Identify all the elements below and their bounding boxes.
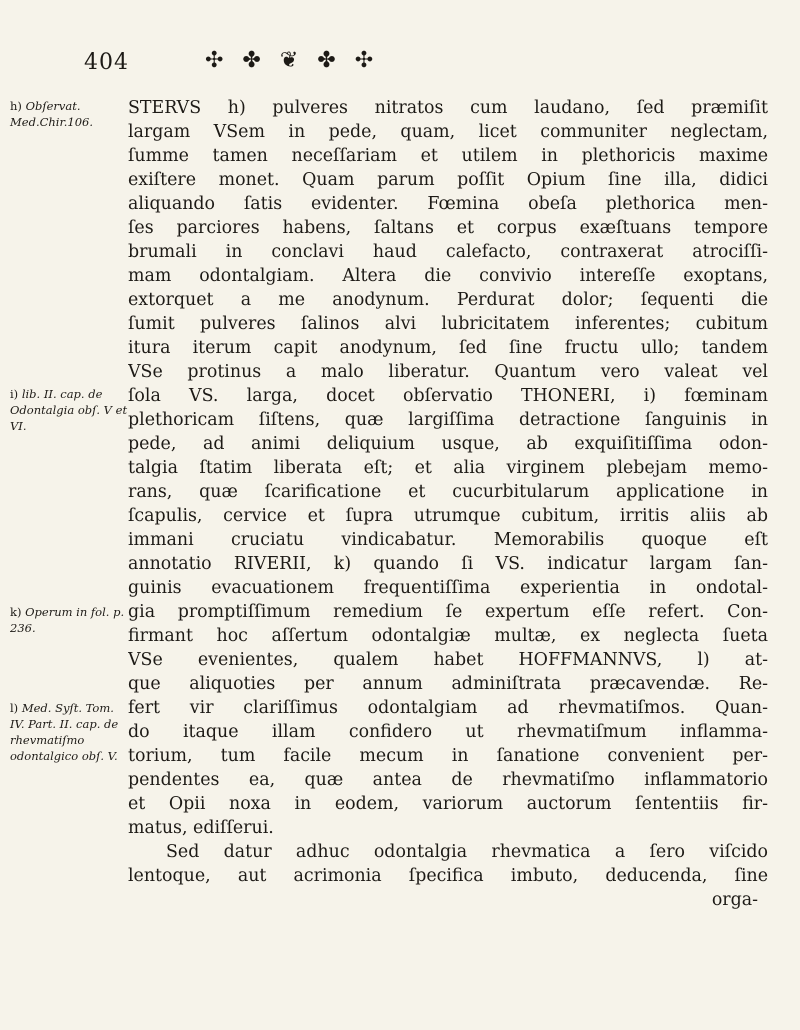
text-line: rans, quæ ſcarificatione et cucurbitularum applicatione in: [128, 482, 768, 502]
text-line: ſcapulis, cervice et ſupra utrumque cubitum, irritis aliis ab: [128, 506, 768, 526]
text-line: torium, tum facile mecum in ſanatione convenient per-: [128, 746, 768, 766]
text-line: Sed datur adhuc odontalgia rhevmatica a ſero viſcido: [166, 842, 768, 862]
margin-note-i: [10, 386, 128, 434]
text-line: brumali in conclavi haud calefacto, contraxerat atrociſſi-: [128, 242, 768, 262]
margin-note-label: i): [10, 387, 19, 401]
text-line: pede, ad animi deliquium usque, ab exquiſitiſſima odon-: [128, 434, 768, 454]
text-line: aliquando ſatis evidenter. Fœmina obeſa plethorica men-: [128, 194, 768, 214]
margin-note-h: [10, 98, 128, 130]
text-line: pendentes ea, quæ antea de rhevmatiſmo inflammatorio: [128, 770, 768, 790]
margin-note-label: k): [10, 605, 22, 619]
text-line: do itaque illam confidero ut rhevmatiſmum inflamma-: [128, 722, 768, 742]
header-ornament: ✣ ✤ ❦ ✤ ✣: [205, 48, 380, 73]
text-line: ſumit pulveres ſalinos alvi lubricitatem inferentes; cubitum: [128, 314, 768, 334]
text-line: fert vir clariſſimus odontalgiam ad rhevmatiſmos. Quan-: [128, 698, 768, 718]
text-line: lentoque, aut acrimonia ſpecifica imbuto, deducenda, ſine: [128, 866, 768, 886]
text-line: et Opii noxa in eodem, variorum auctorum ſententiis fir-: [128, 794, 768, 814]
margin-note-label: h): [10, 99, 22, 113]
text-line: VSe evenientes, qualem habet HOFFMANNVS, l) at-: [128, 650, 768, 670]
main-text-block: [128, 96, 768, 912]
text-line: exiſtere monet. Quam parum poſſit Opium ſine illa, didici: [128, 170, 768, 190]
text-line: guinis evacuationem frequentiſſima experientia in ondotal-: [128, 578, 768, 598]
margin-note-label: l): [10, 701, 19, 715]
text-line: firmant hoc aſſertum odontalgiæ multæ, ex neglecta ſueta: [128, 626, 768, 646]
text-line: VSe protinus a malo liberatur. Quantum vero valeat vel: [128, 362, 768, 382]
margin-note-text: Med. Syſt. Tom. IV. Part. II. cap. de rhevmatiſmo odontalgico obſ. V.: [10, 701, 119, 763]
text-line: annotatio RIVERII, k) quando ſi VS. indicatur largam ſan-: [128, 554, 768, 574]
text-line: ſes parciores habens, ſaltans et corpus exæſtuans tempore: [128, 218, 768, 238]
text-line: matus, ediſſerui.: [128, 818, 274, 838]
running-header: [0, 48, 800, 88]
text-line: ſumme tamen neceſſariam et utilem in plethoricis maxime: [128, 146, 768, 166]
text-line: STERVS h) pulveres nitratos cum laudano, ſed præmiſit: [128, 98, 768, 118]
text-line: talgia ſtatim liberata eſt; et alia virginem plebejam memo-: [128, 458, 768, 478]
catchword: orga-: [711, 890, 758, 910]
margin-note-k: [10, 604, 128, 636]
margin-note-text: lib. II. cap. de Odontalgia obſ. V et VI.: [10, 387, 128, 433]
text-line: itura iterum capit anodynum, ſed ſine fructu ullo; tandem: [128, 338, 768, 358]
text-line: ſola VS. larga, docet obſervatio THONERI, i) fœminam: [128, 386, 768, 406]
text-line: largam VSem in pede, quam, licet communiter neglectam,: [128, 122, 768, 142]
text-line: gia promptiſſimum remedium ſe expertum eſſe refert. Con-: [128, 602, 768, 622]
margin-note-l: [10, 700, 128, 764]
text-line: extorquet a me anodynum. Perdurat dolor; ſequenti die: [128, 290, 768, 310]
text-line: mam odontalgiam. Altera die convivio intereſſe exoptans,: [128, 266, 768, 286]
text-line: plethoricam ſiſtens, quæ largiſſima detractione ſanguinis in: [128, 410, 768, 430]
text-line: immani cruciatu vindicabatur. Memorabilis quoque eſt: [128, 530, 768, 550]
margin-note-text: Operum in fol. p. 236.: [10, 605, 125, 635]
margin-notes: [10, 96, 130, 996]
text-line: que aliquoties per annum adminiſtrata præcavendæ. Re-: [128, 674, 768, 694]
margin-note-text: Obſervat. Med.Chir.106.: [10, 99, 93, 129]
page-number: 404: [84, 50, 129, 75]
